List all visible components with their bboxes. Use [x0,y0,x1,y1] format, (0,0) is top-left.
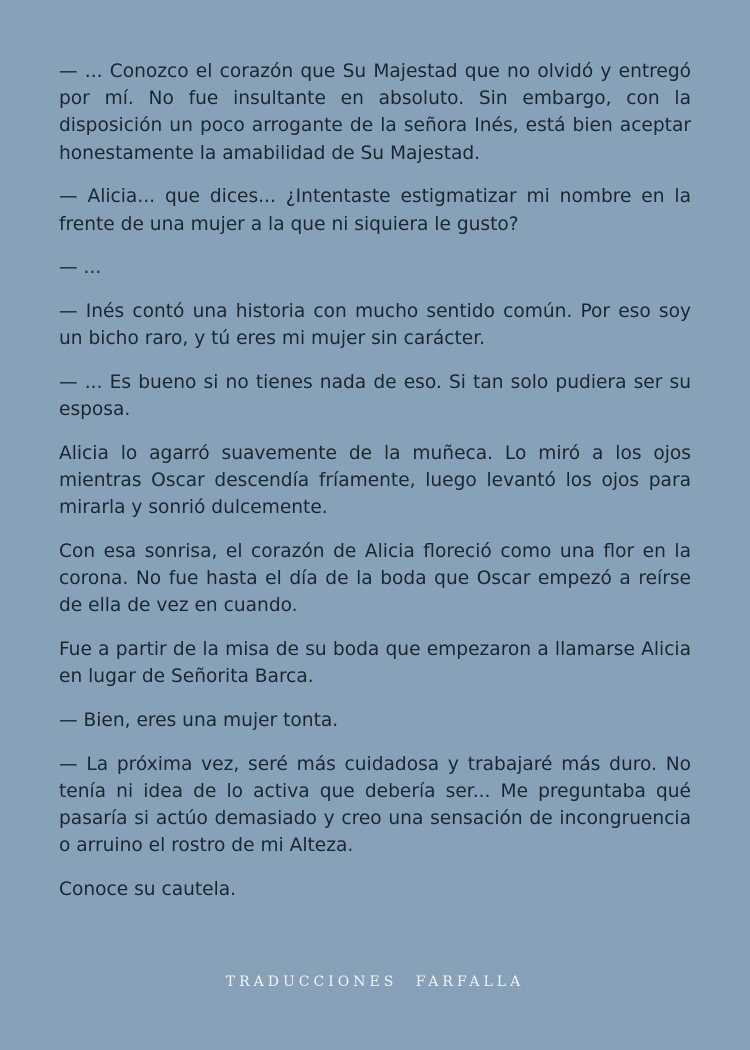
paragraph: — Alicia... que dices... ¿Intentaste estigmatizar mi nombre en la frente de una mujer a la que ni siquiera le gusto? [59,186,691,235]
paragraph: Con esa sonrisa, el corazón de Alicia floreció como una flor en la corona. No fue hasta el día de la boda que Oscar empezó a reírse de ella de vez en cuando. [59,540,691,617]
paragraph: Alicia lo agarró suavemente de la muñeca. Lo miró a los ojos mientras Oscar descendía fríamente, luego levantó los ojos para mirarla y sonrió dulcemente. [59,442,691,519]
paragraph: — ... Conozco el corazón que Su Majestad que no olvidó y entregó por mí. No fue insultante en absoluto. Sin embargo, con la disposición un poco arrogante de la señora Inés, está bien aceptar honestamente la amabilidad de Su Majestad. [59,61,691,164]
paragraph: — ... Es bueno si no tienes nada de eso. Si tan solo pudiera ser su esposa. [59,371,691,421]
paragraph: Conoce su cautela. [59,878,237,900]
paragraph: Fue a partir de la misa de su boda que empezaron a llamarse Alicia en lugar de Señorita Barca. [59,638,691,688]
paragraph: — ... [59,257,102,279]
paragraph: — Inés contó una historia con mucho sentido común. Por eso soy un bicho raro, y tú eres mi mujer sin carácter. [59,300,691,350]
page-body [59,58,691,920]
footer-credit: TRADUCCIONES FARFALLA [225,974,525,990]
paragraph: — Bien, eres una mujer tonta. [59,709,339,731]
paragraph: — La próxima vez, seré más cuidadosa y trabajaré más duro. No tenía ni idea de lo activa que debería ser... Me preguntaba qué pasaría si actúo demasiado y creo una sensación de incongruencia o arruino el rostro de mi Alteza. [59,753,691,857]
